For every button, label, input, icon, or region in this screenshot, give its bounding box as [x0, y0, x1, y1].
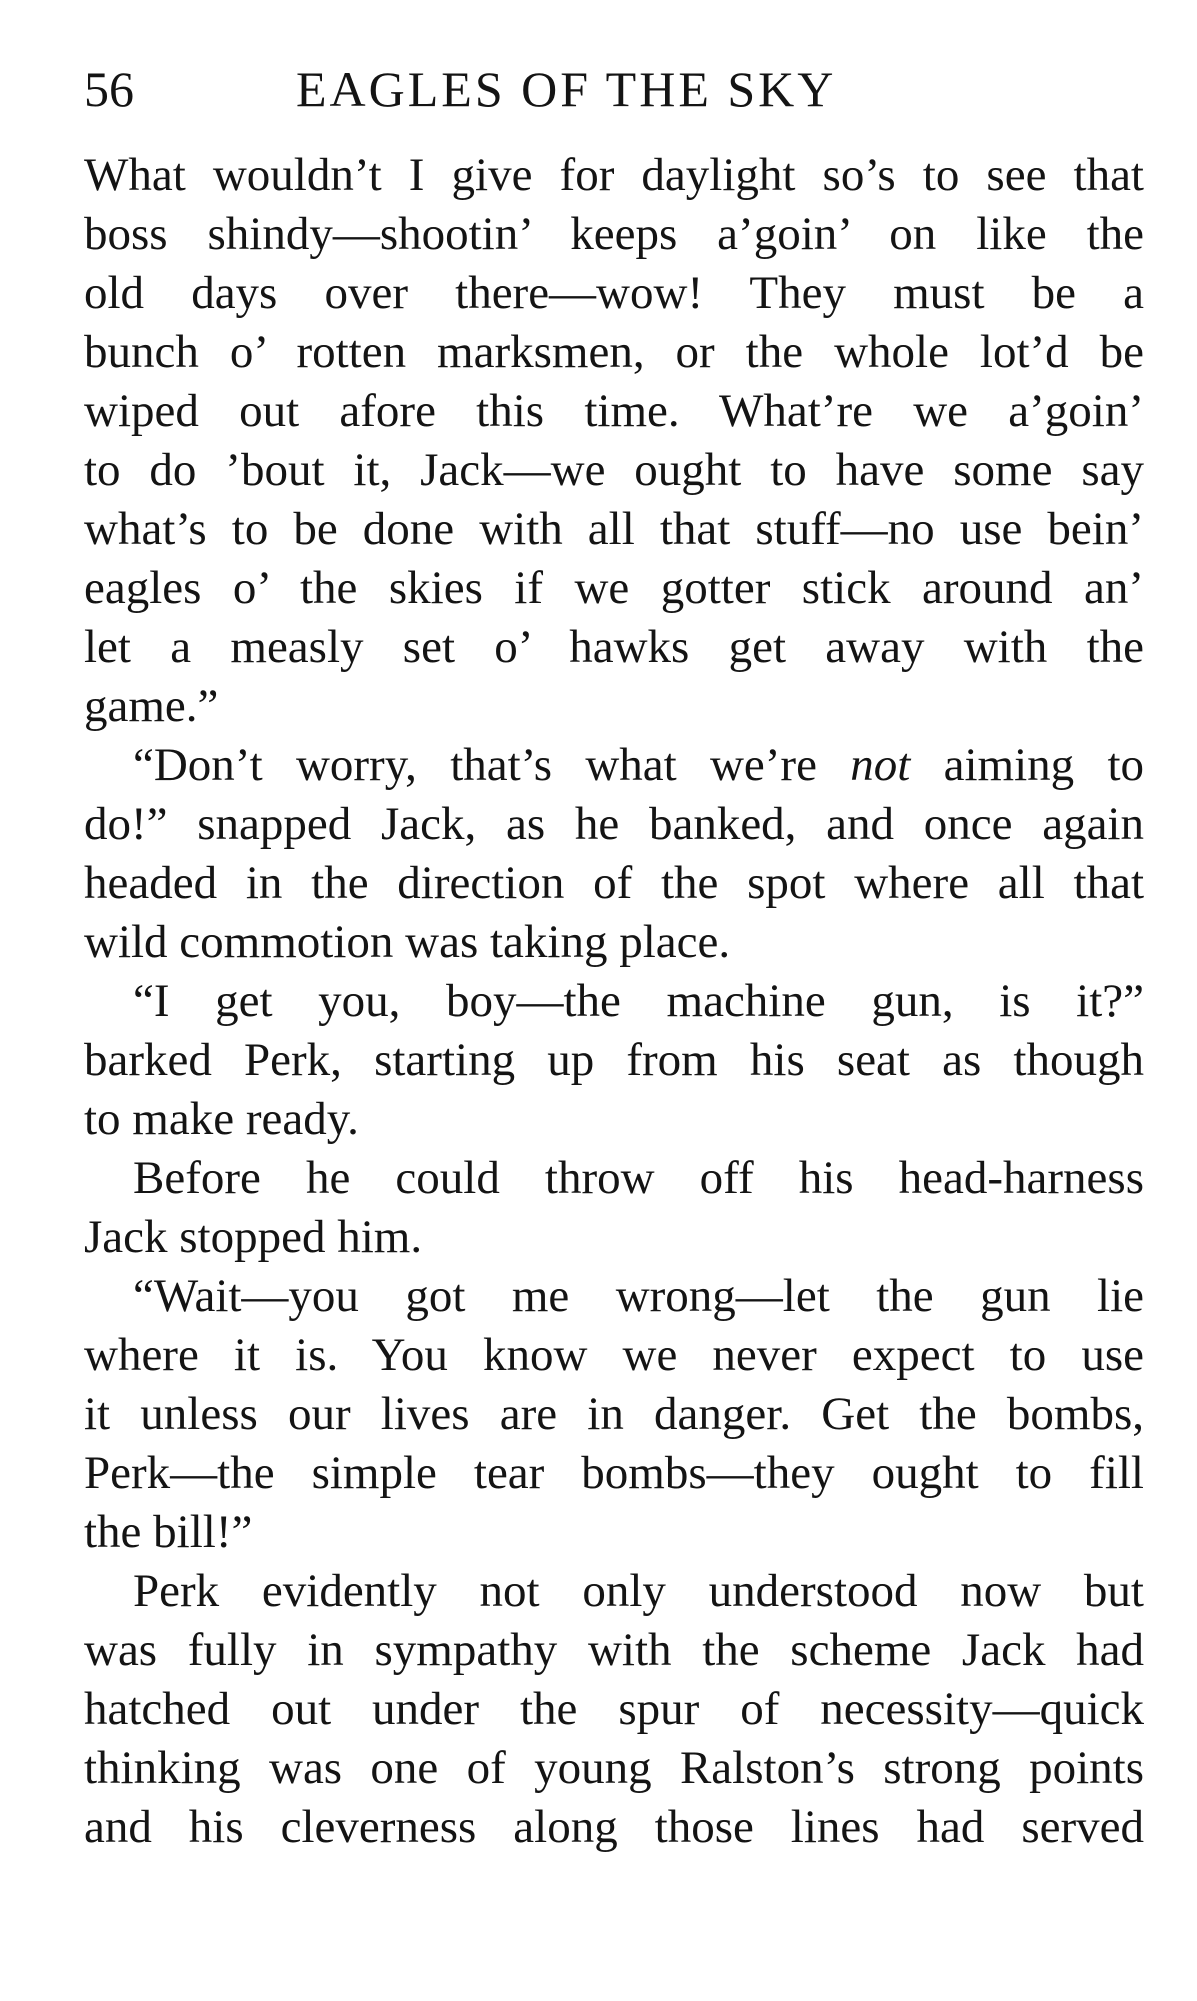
text-line: “Wait—you got me wrong—let the gun lie	[133, 1270, 1144, 1322]
body-text	[84, 146, 1144, 1857]
text-line: wiped out afore this time. What’re we a’goin’	[84, 385, 1144, 437]
text-line: where it is. You know we never expect to use	[84, 1329, 1144, 1381]
text-line: barked Perk, starting up from his seat as though	[84, 1034, 1144, 1086]
text-line: old days over there—wow! They must be a	[84, 267, 1144, 319]
text-line: Before he could throw off his head-harness	[133, 1152, 1144, 1204]
text-line: it unless our lives are in danger. Get the bombs,	[84, 1388, 1144, 1440]
text-line: Perk—the simple tear bombs—they ought to fill	[84, 1447, 1144, 1499]
text-line: What wouldn’t I give for daylight so’s to see that	[84, 149, 1144, 201]
text-segment: aiming to	[910, 739, 1144, 791]
text-line: bunch o’ rotten marksmen, or the whole lot’d be	[84, 326, 1144, 378]
page-header	[84, 54, 1144, 124]
text-line	[84, 736, 1144, 795]
text-line: boss shindy—shootin’ keeps a’goin’ on like the	[84, 208, 1144, 260]
text-line: what’s to be done with all that stuff—no use bein’	[84, 503, 1144, 555]
text-line: to do ’bout it, Jack—we ought to have some say	[84, 444, 1144, 496]
text-line: headed in the direction of the spot where all that	[84, 857, 1144, 909]
text-line: “I get you, boy—the machine gun, is it?”	[133, 975, 1144, 1027]
text-line: Perk evidently not only understood now but	[133, 1565, 1144, 1617]
text-line: and his cleverness along those lines had served	[84, 1801, 1144, 1853]
text-line: let a measly set o’ hawks get away with the	[84, 621, 1144, 673]
text-segment: “Don’t worry, that’s what we’re	[133, 739, 851, 791]
text-line: to make ready.	[84, 1093, 359, 1145]
text-line: Jack stopped him.	[84, 1211, 423, 1263]
text-line: wild commotion was taking place.	[84, 916, 731, 968]
emphasis-text: not	[850, 739, 911, 791]
text-line: hatched out under the spur of necessity—quick	[84, 1683, 1144, 1735]
running-head: EAGLES OF THE SKY	[296, 61, 837, 117]
text-line: eagles o’ the skies if we gotter stick around an’	[84, 562, 1144, 614]
text-line: do!” snapped Jack, as he banked, and once again	[84, 798, 1144, 850]
text-line: thinking was one of young Ralston’s strong points	[84, 1742, 1144, 1794]
text-line: was fully in sympathy with the scheme Jack had	[84, 1624, 1144, 1676]
page-number: 56	[84, 61, 134, 117]
text-line: the bill!”	[84, 1506, 253, 1558]
text-line: game.”	[84, 680, 219, 732]
